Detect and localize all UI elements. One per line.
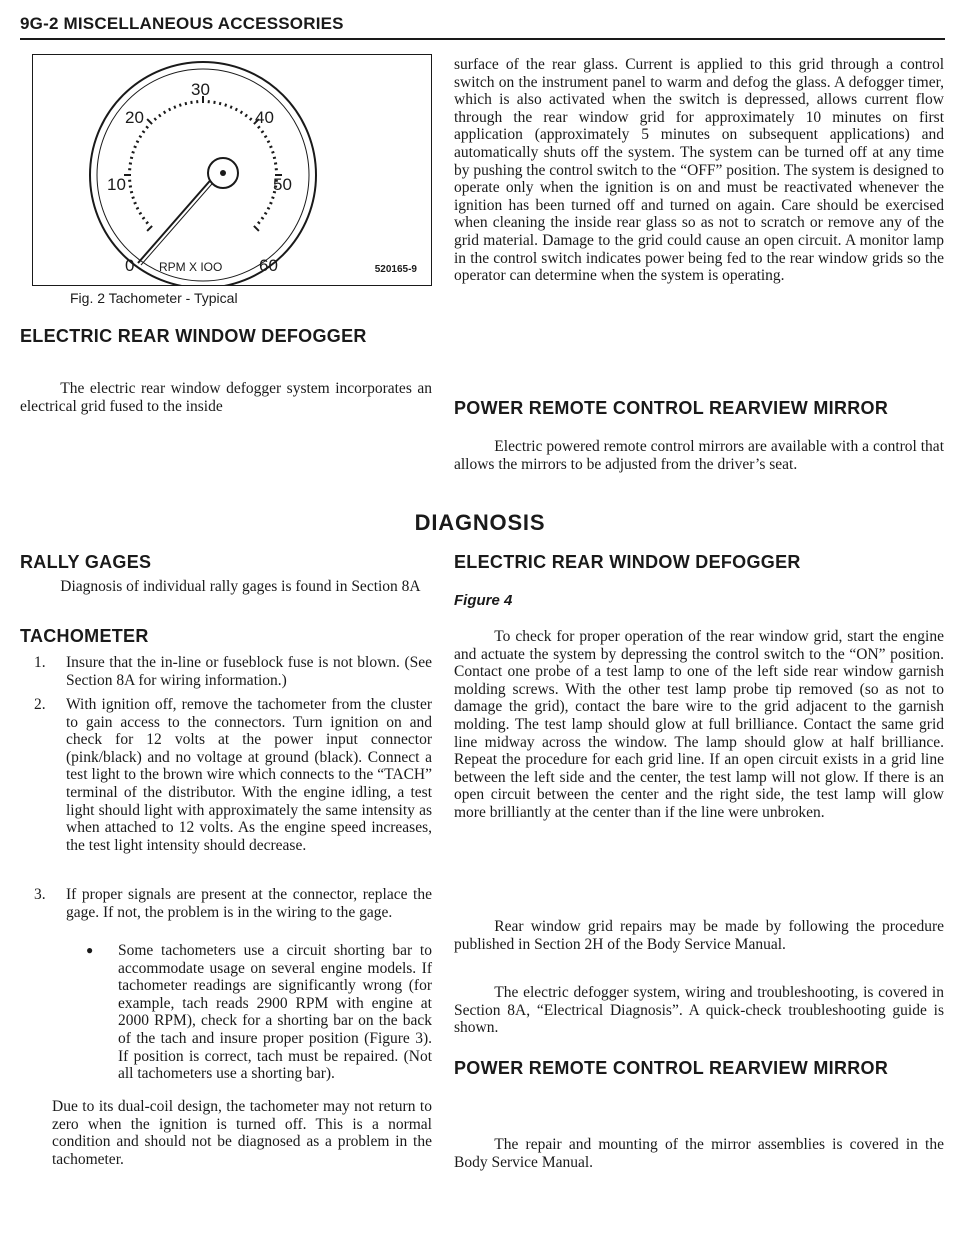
heading-rally-gages: RALLY GAGES bbox=[20, 552, 152, 572]
gauge-tick bbox=[258, 222, 260, 224]
gauge-tick bbox=[241, 111, 243, 114]
paragraph-mirror-repair: The repair and mounting of the mirror assemblies is covered in the Body Service Manual. bbox=[454, 1136, 944, 1171]
scale-label-0: 0 bbox=[125, 256, 135, 275]
list-item-text: With ignition off, remove the tachometer from the cluster to gain access to the connectors. Turn ignition on and check for 12 volts at the power input connector (pink/black) and no voltage at ground (black). Connect a test light to the brown wire which connects to the “TACH” terminal of the distributor. With the engine idling, a test light should light with approximately the same intensity as when attached to 12 volts. As the engine speed increases, the test light intensity should decrease. bbox=[66, 696, 432, 854]
scale-label-10: 10 bbox=[107, 175, 126, 194]
diagnosis-title: DIAGNOSIS bbox=[414, 510, 546, 535]
heading-rear-defogger: ELECTRIC REAR WINDOW DEFOGGER bbox=[20, 326, 367, 346]
gauge-tick bbox=[231, 106, 232, 109]
paragraph-defogger-check: To check for proper operation of the rear window grid, start the engine and actuate the system by depressing the control switch to the “ON” position. Contact one probe of a test lamp to one of the left side rear window garnish molding screws. With the other test lamp probe tip removed (so as not to damage the grid), contact the bare wire to the grid adjacent to the garnish molding. The test lamp should glow at full brilliance. Contact the same grid line midway across the window. The lamp should glow at half brilliance. Repeat the procedure for each grid line. If an open circuit exists in a grid line between the left side and the center, the test lamp will not glow. If there is an open circuit between the center and the right side, the test lamp will glow more brilliantly at the center than if the line were unbroken. bbox=[454, 628, 944, 821]
gauge-tick bbox=[159, 114, 161, 117]
bullet-item bbox=[86, 942, 432, 1102]
list-item bbox=[34, 696, 432, 886]
gauge-tick bbox=[174, 106, 175, 109]
gauge-tick bbox=[225, 104, 226, 107]
gauge-tick bbox=[134, 203, 137, 204]
scale-label-50: 50 bbox=[273, 175, 292, 194]
tachometer-figure bbox=[32, 54, 432, 306]
rpm-unit-label: RPM X IOO bbox=[159, 260, 223, 274]
list-item bbox=[34, 886, 432, 942]
list-item-text: If proper signals are present at the connector, replace the gage. If not, the problem is in the wiring to the gage. bbox=[66, 886, 432, 921]
gauge-tick bbox=[169, 108, 170, 111]
paragraph-troubleshooting: The electric defogger system, wiring and troubleshooting, is covered in Section 8A, “Electrical Diagnosis”. A quick-check troubleshooting guide is shown. bbox=[454, 984, 944, 1037]
heading-defogger-diagnosis: ELECTRIC REAR WINDOW DEFOGGER bbox=[454, 552, 801, 572]
figure-frame bbox=[32, 54, 432, 286]
gauge-tick bbox=[180, 104, 181, 107]
gauge-tick bbox=[267, 141, 270, 142]
gauge-tick bbox=[270, 146, 273, 147]
scale-label-60: 60 bbox=[259, 256, 278, 275]
scale-label-40: 40 bbox=[255, 108, 274, 127]
paragraph-rally-gages: Diagnosis of individual rally gages is found in Section 8A bbox=[60, 578, 421, 595]
heading-tachometer: TACHOMETER bbox=[20, 626, 149, 646]
gauge-tick bbox=[136, 141, 139, 142]
list-item bbox=[34, 654, 432, 692]
heading-power-mirror: POWER REMOTE CONTROL REARVIEW MIRROR bbox=[454, 398, 889, 418]
paragraph-power-mirror: Electric powered remote control mirrors are available with a control that allows the mirrors to be adjusted from the driver’s seat. bbox=[454, 438, 944, 473]
page-header: 9G-2 MISCELLANEOUS ACCESSORIES bbox=[20, 14, 344, 33]
gauge-tick bbox=[272, 197, 275, 198]
gauge-tick bbox=[136, 208, 139, 209]
scale-label-20: 20 bbox=[125, 108, 144, 127]
paragraph-defogger-description: surface of the rear glass. Current is applied to this grid through a control switch on the instrument panel to warm and defog the glass. A defogger timer, which is also activated when the switch is depressed, allows current flow through the rear window grid for approximately 10 minutes on first application (approximately 5 minutes on subsequent applications) and automatically shuts off the system. The system can be turned off at any time by pushing the control switch to the “OFF” position. The system is designed to operate only when the ignition is on and must be reactivated whenever the ignition has been turned off and turned on again. Care should be exercised when cleaning the inside rear glass so as not to scratch or remove any of the grid material. Damage to the grid could cause an open circuit. A monitor lamp in the control switch indicates power being fed to the rear window grids so the operator can determine when the system is operating. bbox=[454, 56, 944, 285]
gauge-tick bbox=[132, 152, 135, 153]
gauge-tick bbox=[132, 197, 135, 198]
gauge-tick bbox=[142, 131, 145, 133]
gauge-tick bbox=[254, 226, 259, 231]
gauge-tick bbox=[261, 217, 264, 219]
gauge-tick bbox=[154, 118, 156, 120]
figure-reference: Figure 4 bbox=[454, 592, 513, 609]
scale-label-30: 30 bbox=[191, 80, 210, 99]
gauge-tick bbox=[250, 118, 252, 120]
tachometer-gauge-icon bbox=[33, 55, 431, 285]
paragraph-defogger-intro: The electric rear window defogger system incorporates an electrical grid fused to the inside bbox=[20, 380, 432, 415]
gauge-tick bbox=[142, 217, 145, 219]
gauge-tick bbox=[139, 136, 142, 138]
gauge-tick bbox=[147, 119, 152, 124]
gauge-tick bbox=[264, 136, 267, 138]
gauge-tick bbox=[273, 158, 276, 159]
header-rule bbox=[20, 38, 945, 40]
list-item-number: 2. bbox=[34, 696, 46, 713]
gauge-tick bbox=[130, 158, 133, 159]
gauge-tick bbox=[270, 203, 273, 204]
gauge-tick bbox=[220, 102, 221, 105]
gauge-tick bbox=[267, 208, 270, 209]
heading-mirror-diagnosis: POWER REMOTE CONTROL REARVIEW MIRROR bbox=[454, 1058, 889, 1078]
gauge-tick bbox=[272, 152, 275, 153]
bullet-text: Some tachometers use a circuit shorting bar to accommodate usage on several engine models. If tachometer readings are significantly wrong (for example, tach reads 2900 RPM with engine at 2000 RPM), check for a shorting bar on the back of the tach and insure proper position (Figure 3). If position is correct, tach must be repaired. (Not all tachometers use a shorting bar). bbox=[118, 942, 432, 1083]
list-item-number: 1. bbox=[34, 654, 46, 671]
paragraph-dual-coil: Due to its dual-coil design, the tachometer may not return to zero when the ignition is turned off. This is a normal condition and should not be diagnosed as a problem in the tachometer. bbox=[52, 1098, 432, 1168]
gauge-tick bbox=[261, 131, 264, 133]
list-item-number: 3. bbox=[34, 886, 46, 903]
gauge-tick bbox=[146, 222, 148, 224]
bullet-icon: ● bbox=[86, 943, 94, 957]
gauge-tick bbox=[245, 114, 247, 117]
gauge-tick bbox=[139, 213, 142, 215]
gauge-tick bbox=[236, 108, 237, 111]
gauge-tick bbox=[164, 111, 166, 114]
gauge-tick bbox=[130, 192, 133, 193]
gauge-tick bbox=[264, 213, 267, 215]
gauge-tick bbox=[134, 146, 137, 147]
paragraph-grid-repairs: Rear window grid repairs may be made by following the procedure published in Section 2H of the Body Service Manual. bbox=[454, 918, 944, 953]
gauge-tick bbox=[147, 226, 152, 231]
figure-caption: Fig. 2 Tachometer - Typical bbox=[70, 290, 238, 306]
list-item-text: Insure that the in-line or fuseblock fuse is not blown. (See Section 8A for wiring information.) bbox=[66, 654, 432, 689]
gauge-tick bbox=[146, 126, 148, 128]
gauge-tick bbox=[186, 102, 187, 105]
figure-number: 520165-9 bbox=[374, 264, 417, 275]
